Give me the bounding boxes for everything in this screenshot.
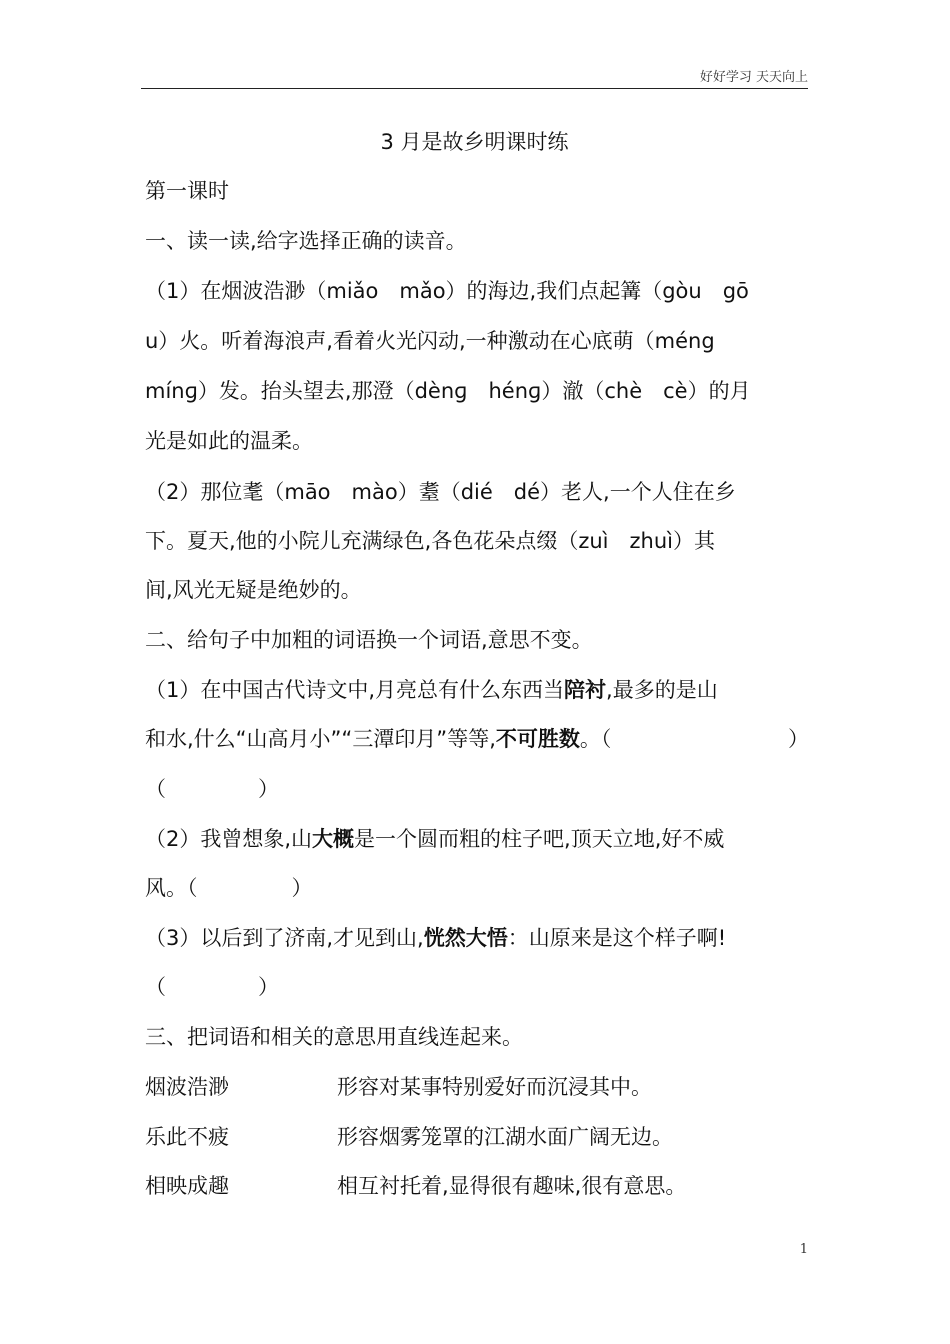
bold-word-bukeshengshu: 不可胜数	[495, 727, 580, 751]
section2-q3-line1	[145, 923, 809, 953]
section2-q3-line2	[145, 972, 809, 1002]
section2-q1-text-d: 。（	[579, 727, 612, 751]
page-title: 3 月是故乡明课时练	[380, 130, 569, 154]
section1-q1-line4: 光是如此的温柔。	[145, 429, 313, 453]
section1-q2-line2: 下。夏天,他的小院儿充满绿色,各色花朵点缀（zuì zhuì）其	[145, 529, 715, 553]
header-motto: 好好学习 天天向上	[699, 70, 808, 85]
answer-blank-open: （	[145, 777, 166, 801]
section2-q3-text-a: （3）以后到了济南,才见到山,	[145, 926, 424, 950]
section2-q2-text-a: （2）我曾想象,山	[145, 827, 313, 851]
section3-heading: 三、把词语和相关的意思用直线连起来。	[145, 1025, 523, 1049]
answer-blank-close: ）	[291, 876, 313, 900]
section1-q1-line3: mínɡ）发。抬头望去,那澄（dènɡ hénɡ）澈（chè cè）的月	[145, 379, 751, 403]
section1-q1-line1: （1）在烟波浩渺（miǎo mǎo）的海边,我们点起篝（gòu gō	[145, 279, 749, 303]
match-term[interactable]: 乐此不疲	[145, 1125, 229, 1149]
section2-q1-text-b: ,最多的是山	[606, 678, 718, 702]
section2-heading: 二、给句子中加粗的词语换一个词语,意思不变。	[145, 628, 593, 652]
lesson-label: 第一课时	[145, 179, 229, 203]
answer-blank-open: （	[145, 975, 166, 999]
section2-q2-text-b: 是一个圆而粗的柱子吧,顶天立地,好不威	[354, 827, 725, 851]
bold-word-dagai: 大概	[312, 827, 355, 851]
page-header	[141, 58, 808, 89]
bold-word-peichen: 陪衬	[564, 678, 607, 702]
match-term[interactable]: 烟波浩渺	[145, 1075, 229, 1099]
section2-q1-line3	[145, 774, 809, 804]
section2-q1-line2	[145, 724, 809, 754]
section1-heading: 一、读一读,给字选择正确的读音。	[145, 229, 467, 253]
answer-blank-close: ）	[788, 727, 809, 751]
section2-q1-line1	[145, 675, 809, 705]
answer-blank-close: ）	[258, 777, 279, 801]
match-meaning[interactable]: 相互衬托着,显得很有趣味,很有意思。	[337, 1174, 687, 1198]
section2-q3-text-b: ：山原来是这个样子啊!	[507, 926, 727, 950]
answer-blank-close: ）	[258, 975, 279, 999]
section2-q1-text-a: （1）在中国古代诗文中,月亮总有什么东西当	[145, 678, 565, 702]
section1-q2-line1: （2）那位耄（māo mào）耋（dié dé）老人,一个人住在乡	[145, 480, 736, 504]
match-meaning[interactable]: 形容烟雾笼罩的江湖水面广阔无边。	[337, 1125, 673, 1149]
match-meaning[interactable]: 形容对某事特别爱好而沉浸其中。	[337, 1075, 652, 1099]
section1-q2-line3: 间,风光无疑是绝妙的。	[145, 578, 362, 602]
bold-word-huangrandawu: 恍然大悟	[423, 926, 508, 950]
page-number: 1	[799, 1242, 808, 1257]
section2-q2-line1	[145, 824, 809, 854]
section2-q2-text-c: 风。（	[145, 876, 198, 900]
match-term[interactable]: 相映成趣	[145, 1174, 229, 1198]
section1-q1-line2: u）火。听着海浪声,看着火光闪动,一种激动在心底萌（méng	[145, 329, 715, 353]
section2-q2-line2	[145, 873, 809, 903]
section2-q1-text-c: 和水,什么“山高月小”“三潭印月”等等,	[145, 727, 496, 751]
